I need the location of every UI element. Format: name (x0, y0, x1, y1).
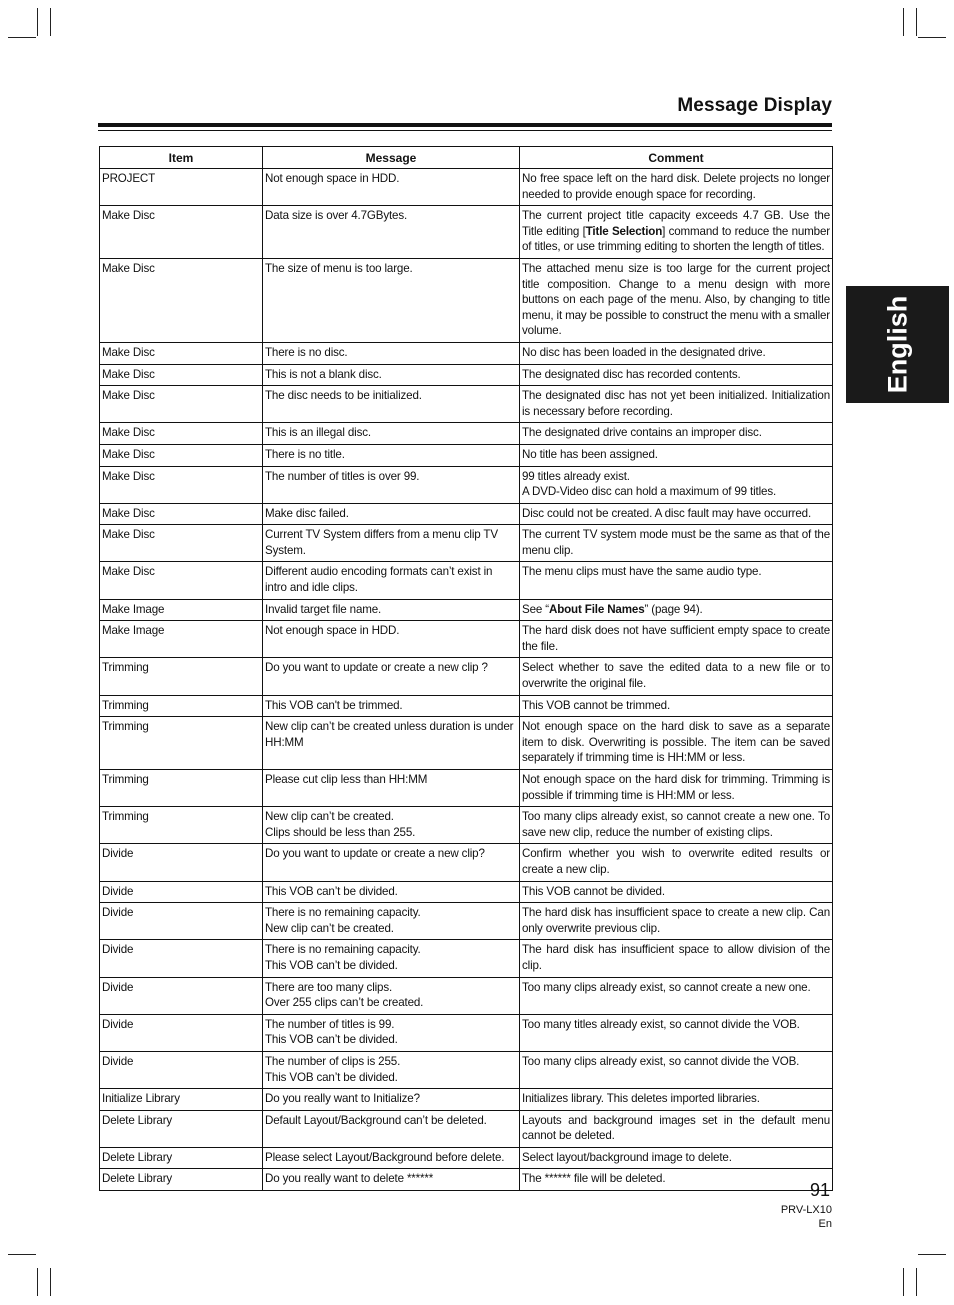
table-row (100, 658, 833, 695)
cell-comment: The menu clips must have the same audio type. (520, 562, 833, 599)
cell-item: Divide (100, 881, 263, 903)
cell-item: Divide (100, 1051, 263, 1088)
table-row (100, 807, 833, 844)
crop-mark (918, 37, 946, 38)
cell-message: Make disc failed. (263, 503, 520, 525)
cell-comment: The hard disk has insufficient space to allow division of the clip. (520, 940, 833, 977)
table-row (100, 386, 833, 423)
crop-mark (8, 37, 36, 38)
cell-message: Do you want to update or create a new clip? (263, 844, 520, 881)
cell-item: Divide (100, 844, 263, 881)
crop-mark (918, 1254, 946, 1255)
cell-comment: The designated drive contains an improper disc. (520, 423, 833, 445)
cell-item: Initialize Library (100, 1089, 263, 1111)
table-header-row (100, 147, 833, 169)
table-row (100, 844, 833, 881)
table-row (100, 169, 833, 206)
table-row (100, 364, 833, 386)
table-row (100, 770, 833, 807)
table-body (100, 169, 833, 1191)
table-row (100, 599, 833, 621)
emphasized-term: About File Names (548, 602, 645, 616)
cell-comment: Confirm whether you wish to overwrite edited results or create a new clip. (520, 844, 833, 881)
cell-item: Make Image (100, 599, 263, 621)
column-header-comment: Comment (520, 147, 833, 169)
cell-message: New clip can’t be created. Clips should be less than 255. (263, 807, 520, 844)
cell-comment: The designated disc has not yet been initialized. Initialization is necessary before recording. (520, 386, 833, 423)
cell-comment: No free space left on the hard disk. Delete projects no longer needed to provide enough space for recording. (520, 169, 833, 206)
cell-comment: No title has been assigned. (520, 444, 833, 466)
cell-comment: Too many clips already exist, so cannot divide the VOB. (520, 1051, 833, 1088)
cell-item: Make Image (100, 621, 263, 658)
cell-item: PROJECT (100, 169, 263, 206)
cell-message: Default Layout/Background can’t be deleted. (263, 1110, 520, 1147)
cell-item: Make Disc (100, 562, 263, 599)
cell-message: There is no disc. (263, 342, 520, 364)
cell-item: Make Disc (100, 525, 263, 562)
title-rule-thin (98, 130, 832, 131)
table-row (100, 1051, 833, 1088)
cell-comment: Select whether to save the edited data to a new file or to overwrite the original file. (520, 658, 833, 695)
cell-message: This VOB can't be trimmed. (263, 695, 520, 717)
table-row (100, 881, 833, 903)
cell-message: The number of titles is 99. This VOB can’t be divided. (263, 1014, 520, 1051)
cell-message: The size of menu is too large. (263, 258, 520, 342)
cell-item: Trimming (100, 717, 263, 770)
table-row (100, 423, 833, 445)
cell-comment: This VOB cannot be divided. (520, 881, 833, 903)
cell-comment: 99 titles already exist. A DVD-Video disc can hold a maximum of 99 titles. (520, 466, 833, 503)
cell-message: There is no title. (263, 444, 520, 466)
table-row (100, 342, 833, 364)
cell-message: This VOB can’t be divided. (263, 881, 520, 903)
cell-message: The number of titles is over 99. (263, 466, 520, 503)
cell-comment: The designated disc has recorded contents. (520, 364, 833, 386)
cell-item: Divide (100, 903, 263, 940)
crop-mark (916, 1268, 917, 1296)
cell-item: Make Disc (100, 364, 263, 386)
cell-message: Not enough space in HDD. (263, 169, 520, 206)
cell-message: This is not a blank disc. (263, 364, 520, 386)
cell-item: Trimming (100, 658, 263, 695)
cell-message: The number of clips is 255. This VOB can’t be divided. (263, 1051, 520, 1088)
cell-message: New clip can’t be created unless duration is under HH:MM (263, 717, 520, 770)
language-tab (846, 286, 949, 403)
cell-comment: Layouts and background images set in the default menu cannot be deleted. (520, 1110, 833, 1147)
cell-item: Make Disc (100, 503, 263, 525)
cell-item: Make Disc (100, 206, 263, 259)
cell-comment: The hard disk has insufficient space to create a new clip. Can only overwrite previous clip. (520, 903, 833, 940)
table-row (100, 525, 833, 562)
cell-item: Make Disc (100, 423, 263, 445)
language-code: En (818, 1218, 832, 1230)
cell-message: Please cut clip less than HH:MM (263, 770, 520, 807)
cell-message: There is no remaining capacity. New clip can’t be created. (263, 903, 520, 940)
message-table (99, 146, 833, 1191)
page-title: Message Display (677, 95, 832, 116)
cell-item: Divide (100, 977, 263, 1014)
cell-message: There are too many clips. Over 255 clips can’t be created. (263, 977, 520, 1014)
model-name: PRV-LX10 (780, 1204, 832, 1216)
cell-message: There is no remaining capacity. This VOB can’t be divided. (263, 940, 520, 977)
crop-mark (37, 1268, 38, 1296)
cell-comment: Too many titles already exist, so cannot divide the VOB. (520, 1014, 833, 1051)
crop-mark (903, 8, 904, 36)
cell-item: Delete Library (100, 1169, 263, 1191)
table-row (100, 1110, 833, 1147)
cell-item: Delete Library (100, 1110, 263, 1147)
column-header-item: Item (100, 147, 263, 169)
cell-message: The disc needs to be initialized. (263, 386, 520, 423)
cell-comment: See “About File Names” (page 94). (520, 599, 833, 621)
cell-item: Delete Library (100, 1147, 263, 1169)
cell-comment: Select layout/background image to delete. (520, 1147, 833, 1169)
model-info (781, 1203, 832, 1231)
table-row (100, 562, 833, 599)
cell-comment: Too many clips already exist, so cannot create a new one. To save new clip, reduce the number of existing clips. (520, 807, 833, 844)
cell-comment: No disc has been loaded in the designated drive. (520, 342, 833, 364)
cell-message: Invalid target file name. (263, 599, 520, 621)
cell-item: Make Disc (100, 444, 263, 466)
table-row (100, 1169, 833, 1191)
cell-item: Make Disc (100, 386, 263, 423)
cell-message: Please select Layout/Background before delete. (263, 1147, 520, 1169)
table-row (100, 903, 833, 940)
table-row (100, 1147, 833, 1169)
cell-comment: This VOB cannot be trimmed. (520, 695, 833, 717)
column-header-message: Message (263, 147, 520, 169)
cell-message: Different audio encoding formats can’t exist in intro and idle clips. (263, 562, 520, 599)
cell-item: Divide (100, 940, 263, 977)
crop-mark (37, 8, 38, 36)
cell-item: Trimming (100, 770, 263, 807)
cell-message: Do you really want to Initialize? (263, 1089, 520, 1111)
cell-message: Do you want to update or create a new clip ? (263, 658, 520, 695)
cell-item: Trimming (100, 695, 263, 717)
table-row (100, 258, 833, 342)
cell-message: Data size is over 4.7GBytes. (263, 206, 520, 259)
language-tab-label: English (881, 295, 912, 394)
crop-mark (903, 1268, 904, 1296)
cell-comment: Too many clips already exist, so cannot create a new one. (520, 977, 833, 1014)
cell-item: Divide (100, 1014, 263, 1051)
table-row (100, 621, 833, 658)
cell-item: Make Disc (100, 258, 263, 342)
cell-message: Not enough space in HDD. (263, 621, 520, 658)
crop-mark (50, 1268, 51, 1296)
table-row (100, 1014, 833, 1051)
emphasized-term: Title Selection (585, 224, 663, 238)
cell-comment: The attached menu size is too large for the current project title composition. Change to a menu design with more buttons on each page of the menu. Also, by changing to title menu, it may be possible to construct the menu with a smaller volume. (520, 258, 833, 342)
table-row (100, 206, 833, 259)
cell-item: Trimming (100, 807, 263, 844)
cell-comment: The hard disk does not have sufficient empty space to create the file. (520, 621, 833, 658)
cell-comment: Not enough space on the hard disk for trimming. Trimming is possible if trimming time is HH:MM or less. (520, 770, 833, 807)
cell-comment: Disc could not be created. A disc fault may have occurred. (520, 503, 833, 525)
cell-comment: The ****** file will be deleted. (520, 1169, 833, 1191)
crop-mark (8, 1254, 36, 1255)
table-row (100, 503, 833, 525)
cell-message: Current TV System differs from a menu clip TV System. (263, 525, 520, 562)
table-row (100, 977, 833, 1014)
cell-comment: Initializes library. This deletes imported libraries. (520, 1089, 833, 1111)
crop-mark (50, 8, 51, 36)
table-row (100, 1089, 833, 1111)
table-row (100, 717, 833, 770)
cell-message: This is an illegal disc. (263, 423, 520, 445)
table-row (100, 695, 833, 717)
cell-item: Make Disc (100, 466, 263, 503)
page-number: 91 (809, 1180, 830, 1200)
cell-comment: Not enough space on the hard disk to save as a separate item to disk. Overwriting is possible. The item can be saved separately if trimming time is HH:MM or less. (520, 717, 833, 770)
cell-item: Make Disc (100, 342, 263, 364)
title-rule-thick (98, 123, 832, 127)
table-row (100, 444, 833, 466)
cell-comment: The current TV system mode must be the same as that of the menu clip. (520, 525, 833, 562)
table-row (100, 466, 833, 503)
table-row (100, 940, 833, 977)
crop-mark (916, 8, 917, 36)
cell-comment: The current project title capacity exceeds 4.7 GB. Use the Title editing [Title Selection] command to reduce the number of titles, or use trimming editing to shorten the length of titles. (520, 206, 833, 259)
cell-message: Do you really want to delete ****** (263, 1169, 520, 1191)
